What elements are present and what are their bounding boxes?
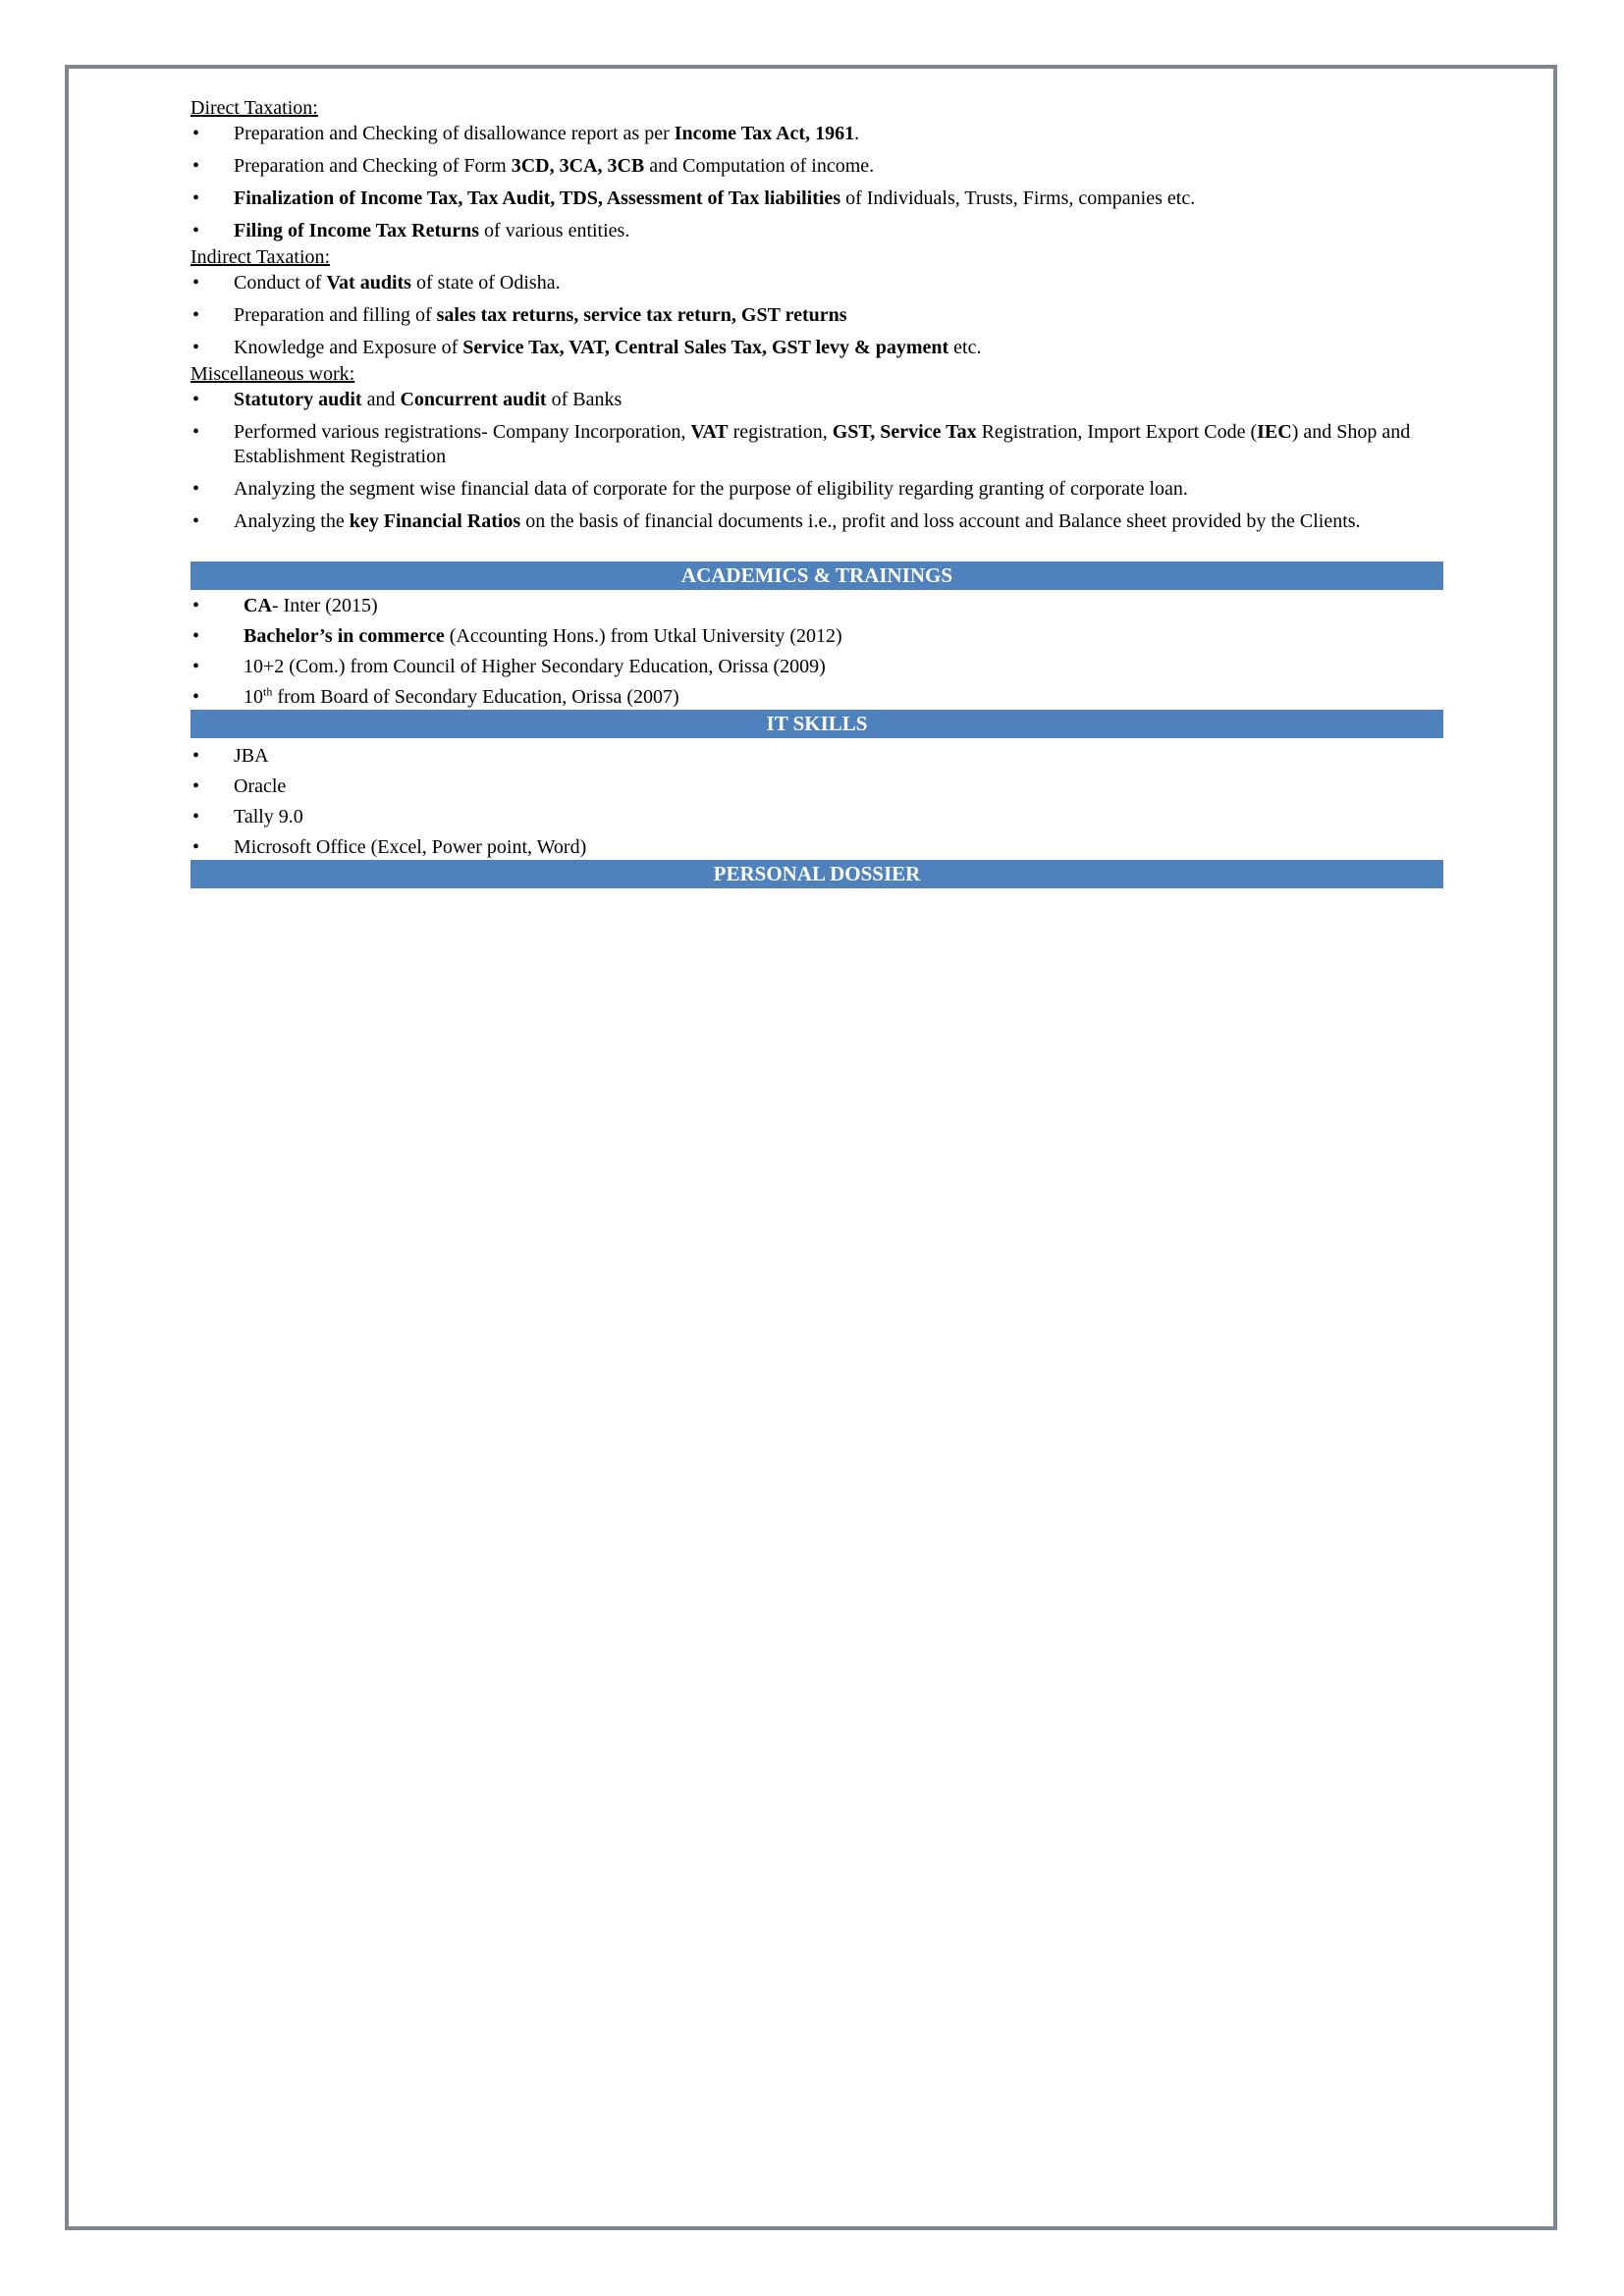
list-item [190,477,1443,502]
bullet-icon: • [192,686,200,708]
item-text: Knowledge and Exposure of [234,337,463,358]
bullet-icon: • [192,389,200,410]
item-text: Conduct of [234,272,327,294]
bullet-icon: • [192,187,200,209]
bullet-icon: • [192,304,200,326]
item-bold: Concurrent audit [400,389,547,410]
list-item [190,388,1443,412]
item-text: Analyzing the [234,510,350,532]
item-text: (Accounting Hons.) from Utkal University (2012) [444,625,842,647]
item-text: Oracle [234,775,287,797]
item-bold: Statutory audit [234,389,362,410]
superscript: th [263,684,273,699]
item-text: 10+2 (Com.) from Council of Higher Secondary Education, Orissa (2009) [244,656,826,677]
bullet-icon: • [192,272,200,294]
personal-dossier-section-header: PERSONAL DOSSIER [190,860,1443,888]
item-bold: Finalization of Income Tax, Tax Audit, TDS, Assessment of Tax liabilities [234,187,841,209]
list-item [190,509,1443,534]
item-bold: key Financial Ratios [349,510,521,532]
item-text: of state of Odisha. [410,272,561,294]
item-text: Preparation and filling of [234,304,437,326]
item-bold: VAT [690,421,729,443]
list-item [190,271,1443,295]
item-bold: CA [244,595,272,616]
bullet-icon: • [192,806,200,828]
list-item [190,685,1443,710]
misc-work-heading: Miscellaneous work: [190,363,355,385]
item-bold: 3CD, 3CA, 3CB [511,155,645,177]
item-bold: Vat audits [326,272,411,294]
list-item [190,303,1443,328]
misc-work-list [190,388,1443,534]
bullet-icon: • [192,155,200,177]
item-text: on the basis of financial documents i.e., profit and loss account and Balance sheet provided by the Clients. [520,510,1361,532]
bullet-icon: • [192,775,200,797]
item-text: registration, [728,421,833,443]
list-item [190,655,1443,679]
item-text: ) and Shop and Establishment Registration [234,421,1411,467]
academics-list [190,594,1443,710]
item-text: of Banks [546,389,623,410]
list-item [190,122,1443,146]
item-bold: Bachelor’s in commerce [244,625,445,647]
list-item [190,187,1443,211]
item-bold: Income Tax Act, 1961 [674,123,855,144]
item-text: of Individuals, Trusts, Firms, companies etc. [840,187,1196,209]
item-text: Registration, Import Export Code ( [976,421,1258,443]
item-text: 10 [244,686,263,708]
list-item [190,219,1443,243]
item-text: Tally 9.0 [234,806,303,828]
item-bold: Service Tax, VAT, Central Sales Tax, GST levy & payment [462,337,949,358]
bullet-icon: • [192,595,200,616]
bullet-icon: • [192,510,200,532]
list-item [190,154,1443,179]
item-text: Preparation and Checking of disallowance report as per [234,123,675,144]
list-item [190,336,1443,360]
bullet-icon: • [192,123,200,144]
item-text: Analyzing the segment wise financial data of corporate for the purpose of eligibility regarding granting of corporate loan. [234,478,1188,500]
item-text: Performed various registrations- Company Incorporation, [234,421,691,443]
bullet-icon: • [192,421,200,443]
bullet-icon: • [192,836,200,858]
it-skills-list [190,744,1443,860]
item-text: Microsoft Office (Excel, Power point, Word) [234,836,587,858]
list-item [190,594,1443,618]
item-text: etc. [948,337,982,358]
bullet-icon: • [192,478,200,500]
resume-content [190,96,1443,888]
list-item [190,835,1443,860]
item-text: - Inter (2015) [271,595,378,616]
it-skills-section-header: IT SKILLS [190,710,1443,738]
item-bold: IEC [1257,421,1292,443]
item-text: of various entities. [479,220,630,241]
list-item [190,744,1443,769]
list-item [190,420,1443,469]
bullet-icon: • [192,337,200,358]
item-bold: GST, Service Tax [832,421,977,443]
direct-taxation-heading: Direct Taxation: [190,97,318,119]
bullet-icon: • [192,745,200,767]
item-text: and Computation of income. [644,155,875,177]
item-text: . [854,123,860,144]
bullet-icon: • [192,220,200,241]
indirect-taxation-heading: Indirect Taxation: [190,246,331,268]
list-item [190,624,1443,649]
item-bold: Filing of Income Tax Returns [234,220,480,241]
academics-section-header: ACADEMICS & TRAININGS [190,561,1443,590]
item-text: JBA [234,745,269,767]
item-text: Preparation and Checking of Form [234,155,512,177]
bullet-icon: • [192,625,200,647]
item-text: from Board of Secondary Education, Orissa (2007) [272,686,679,708]
item-text: and [361,389,401,410]
bullet-icon: • [192,656,200,677]
item-bold: sales tax returns, service tax return, GST returns [436,304,847,326]
indirect-taxation-list [190,271,1443,360]
direct-taxation-list [190,122,1443,243]
list-item [190,805,1443,829]
list-item [190,774,1443,799]
